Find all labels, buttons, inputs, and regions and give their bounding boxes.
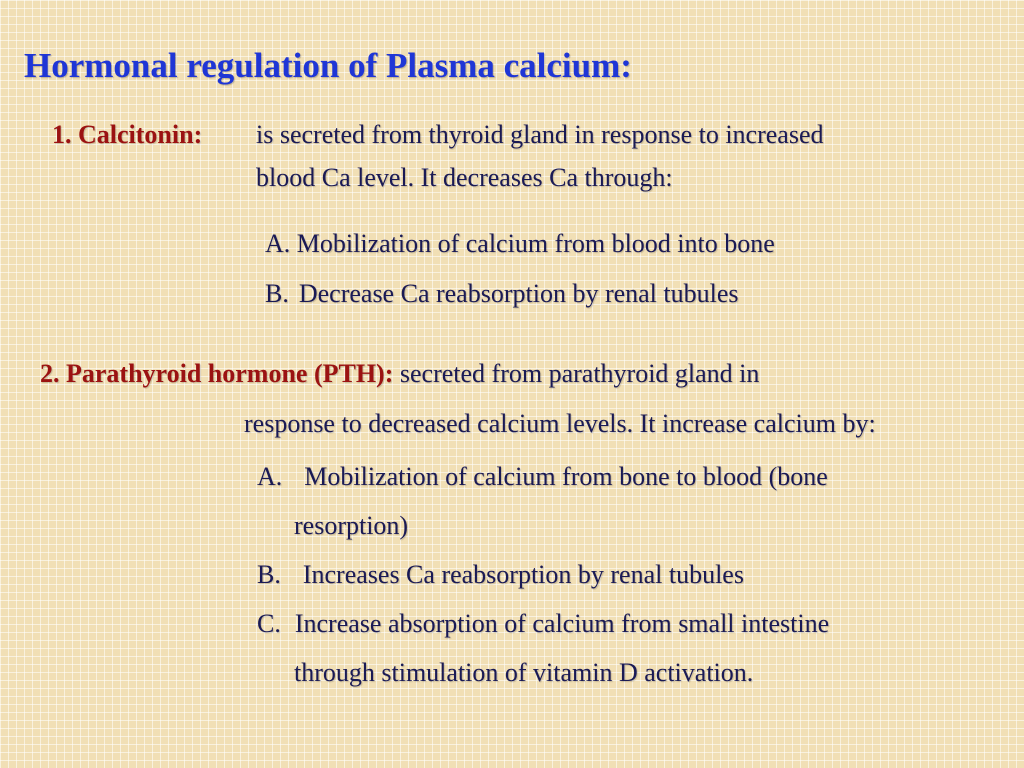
calcitonin-desc-line-2: blood Ca level. It decreases Ca through: bbox=[256, 163, 673, 192]
pth-item-a-line-1: Mobilization of calcium from bone to blood (bone bbox=[304, 462, 828, 491]
calcitonin-item-b bbox=[265, 279, 739, 309]
calcitonin-item-b-key: B. bbox=[265, 279, 289, 308]
pth-item-b-key: B. bbox=[257, 560, 281, 589]
pth-item-c-line-1: Increase absorption of calcium from small intestine bbox=[294, 609, 830, 638]
pth-desc-line-1: secreted from parathyroid gland in bbox=[399, 359, 760, 388]
calcitonin-item-a-key: A. bbox=[265, 229, 291, 258]
pth-item-b-line-1: Increases Ca reabsorption by renal tubules bbox=[302, 560, 744, 589]
calcitonin-item-b-text: Decrease Ca reabsorption by renal tubules bbox=[298, 279, 739, 308]
pth-heading: 2. Parathyroid hormone (PTH): bbox=[40, 359, 394, 388]
calcitonin-item-a-text: Mobilization of calcium from blood into bone bbox=[296, 229, 775, 258]
slide-title: Hormonal regulation of Plasma calcium: bbox=[24, 46, 632, 85]
pth-item-b bbox=[257, 560, 744, 590]
pth-heading-line bbox=[40, 359, 759, 389]
pth-item-c-line-2: through stimulation of vitamin D activation. bbox=[294, 658, 754, 687]
calcitonin-desc-line-1: is secreted from thyroid gland in response to increased bbox=[256, 120, 824, 149]
calcitonin-item-a bbox=[265, 229, 775, 259]
pth-desc-line-2: response to decreased calcium levels. It increase calcium by: bbox=[244, 409, 876, 438]
pth-item-a-key: A. bbox=[257, 462, 283, 491]
pth-item-c bbox=[257, 609, 829, 639]
pth-item-c-key: C. bbox=[257, 609, 281, 638]
pth-item-a bbox=[257, 462, 828, 492]
pth-item-a-line-2: resorption) bbox=[294, 511, 409, 540]
calcitonin-heading: 1. Calcitonin: bbox=[52, 120, 203, 149]
